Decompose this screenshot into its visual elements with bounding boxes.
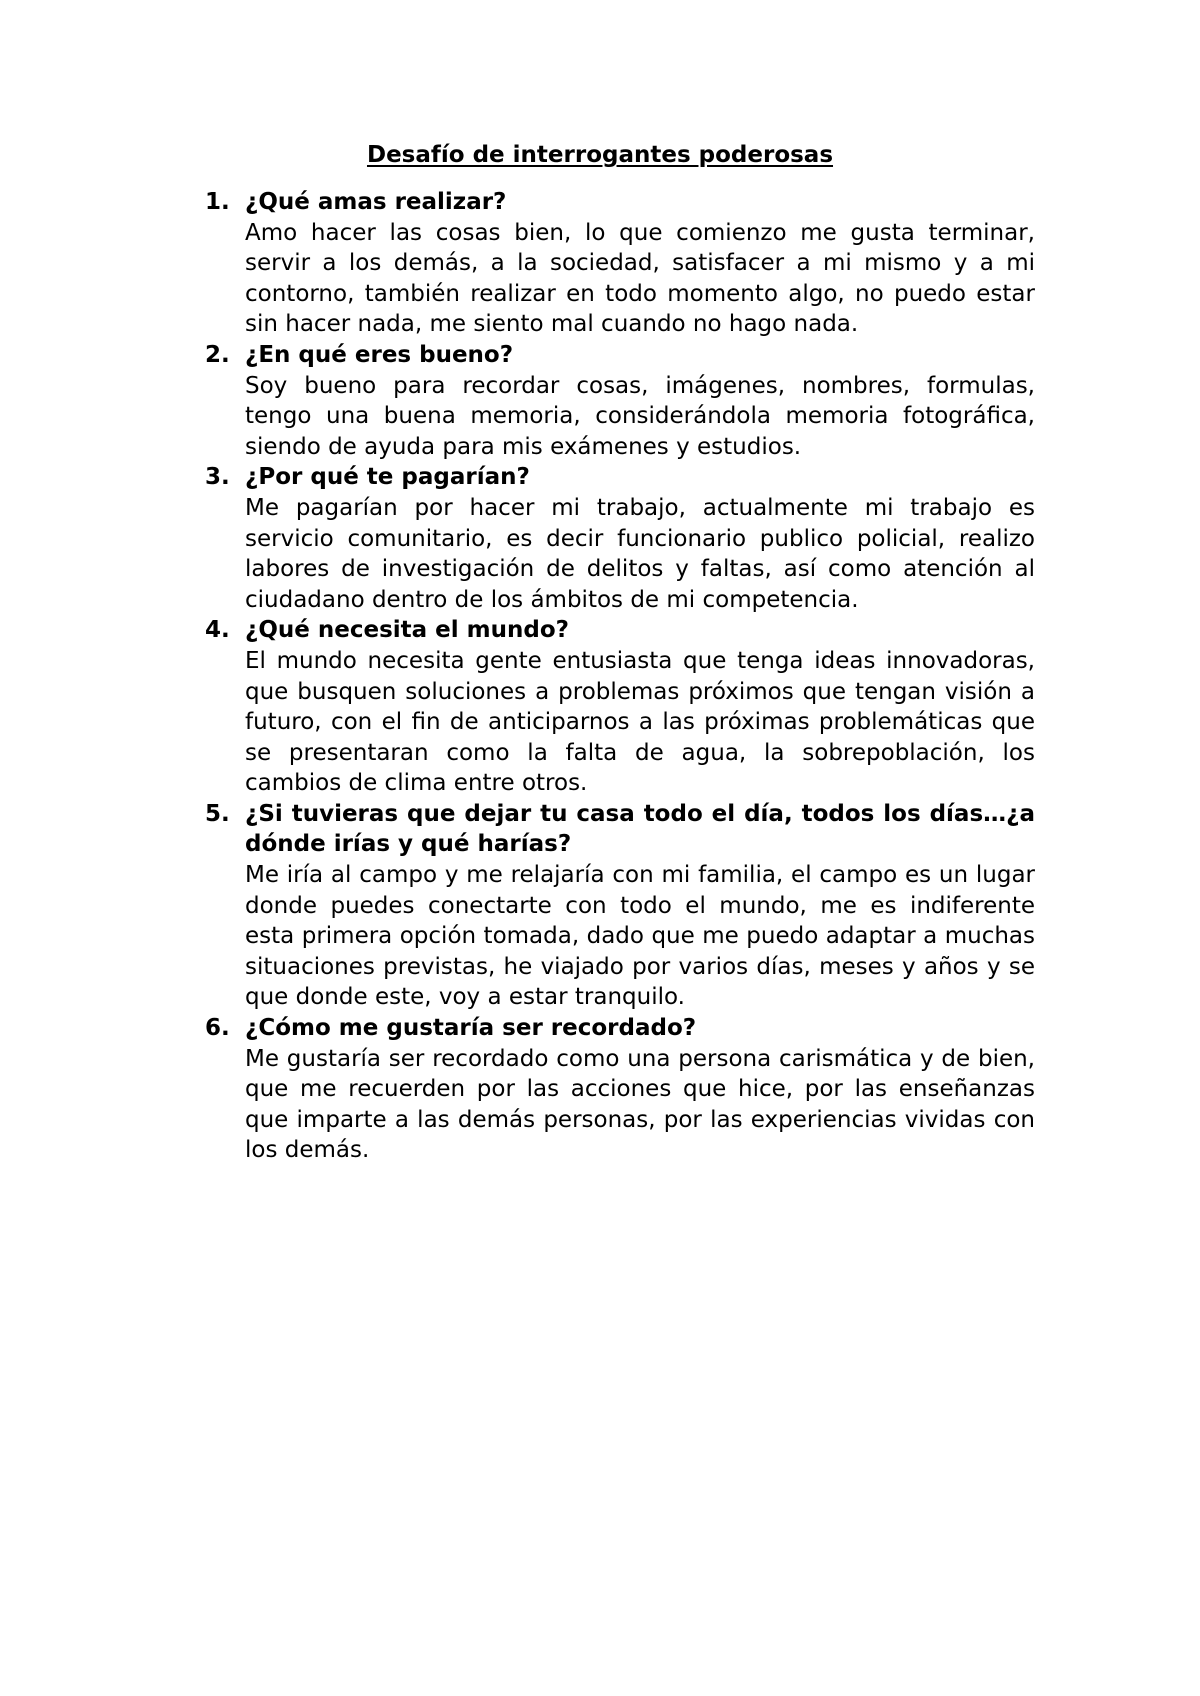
- list-item: [205, 340, 1035, 462]
- answer-text: El mundo necesita gente entusiasta que tenga ideas innovadoras, que busquen soluciones a problemas próximos que tengan visión a futuro, con el fin de anticiparnos a las próximas problemáticas que se presentaran como la falta de agua, la sobrepoblación, los cambios de clima entre otros.: [245, 647, 1035, 797]
- list-item: [205, 799, 1035, 1013]
- answer-text: Me gustaría ser recordado como una persona carismática y de bien, que me recuerden por las acciones que hice, por las enseñanzas que imparte a las demás personas, por las experiencias vividas con los demás.: [245, 1045, 1035, 1164]
- list-item: [205, 187, 1035, 340]
- list-item: [205, 462, 1035, 615]
- item-number: 4.: [205, 617, 230, 644]
- answer-text: Me pagarían por hacer mi trabajo, actualmente mi trabajo es servicio comunitario, es decir funcionario publico policial, realizo labores de investigación de delitos y faltas, así como atención al ciudadano dentro de los ámbitos de mi competencia.: [245, 494, 1035, 613]
- item-number: 1.: [205, 189, 230, 215]
- list-item: [205, 1013, 1035, 1166]
- answer-text: Amo hacer las cosas bien, lo que comienzo me gusta terminar, servir a los demás, a la sociedad, satisfacer a mi mismo y a mi contorno, también realizar en todo momento algo, no puedo estar sin hacer nada, me siento mal cuando no hago nada.: [245, 219, 1035, 338]
- item-number: 5.: [205, 800, 230, 827]
- question-text: ¿Por qué te pagarían?: [245, 464, 530, 491]
- item-number: 3.: [205, 464, 230, 491]
- answer-text: Me iría al campo y me relajaría con mi familia, el campo es un lugar donde puedes conectarte con todo el mundo, me es indiferente esta primera opción tomada, dado que me puedo adaptar a muchas situaciones previstas, he viajado por varios días, meses y años y se que donde este, voy a estar tranquilo.: [245, 862, 1035, 1011]
- item-number: 6.: [205, 1015, 230, 1042]
- question-text: ¿Si tuvieras que dejar tu casa todo el día, todos los días…¿a dónde irías y qué harías?: [245, 800, 1035, 858]
- question-text: ¿Qué amas realizar?: [245, 189, 507, 215]
- document-title: Desafío de interrogantes poderosas: [366, 142, 834, 168]
- item-number: 2.: [205, 341, 230, 368]
- question-text: ¿Qué necesita el mundo?: [245, 617, 569, 644]
- answer-text: Soy bueno para recordar cosas, imágenes, nombres, formulas, tengo una buena memoria, considerándola memoria fotográfica, siendo de ayuda para mis exámenes y estudios.: [245, 372, 1035, 460]
- list-item: [205, 615, 1035, 799]
- question-text: ¿En qué eres bueno?: [245, 341, 514, 368]
- question-list: [205, 187, 1035, 1166]
- question-text: ¿Cómo me gustaría ser recordado?: [245, 1015, 697, 1042]
